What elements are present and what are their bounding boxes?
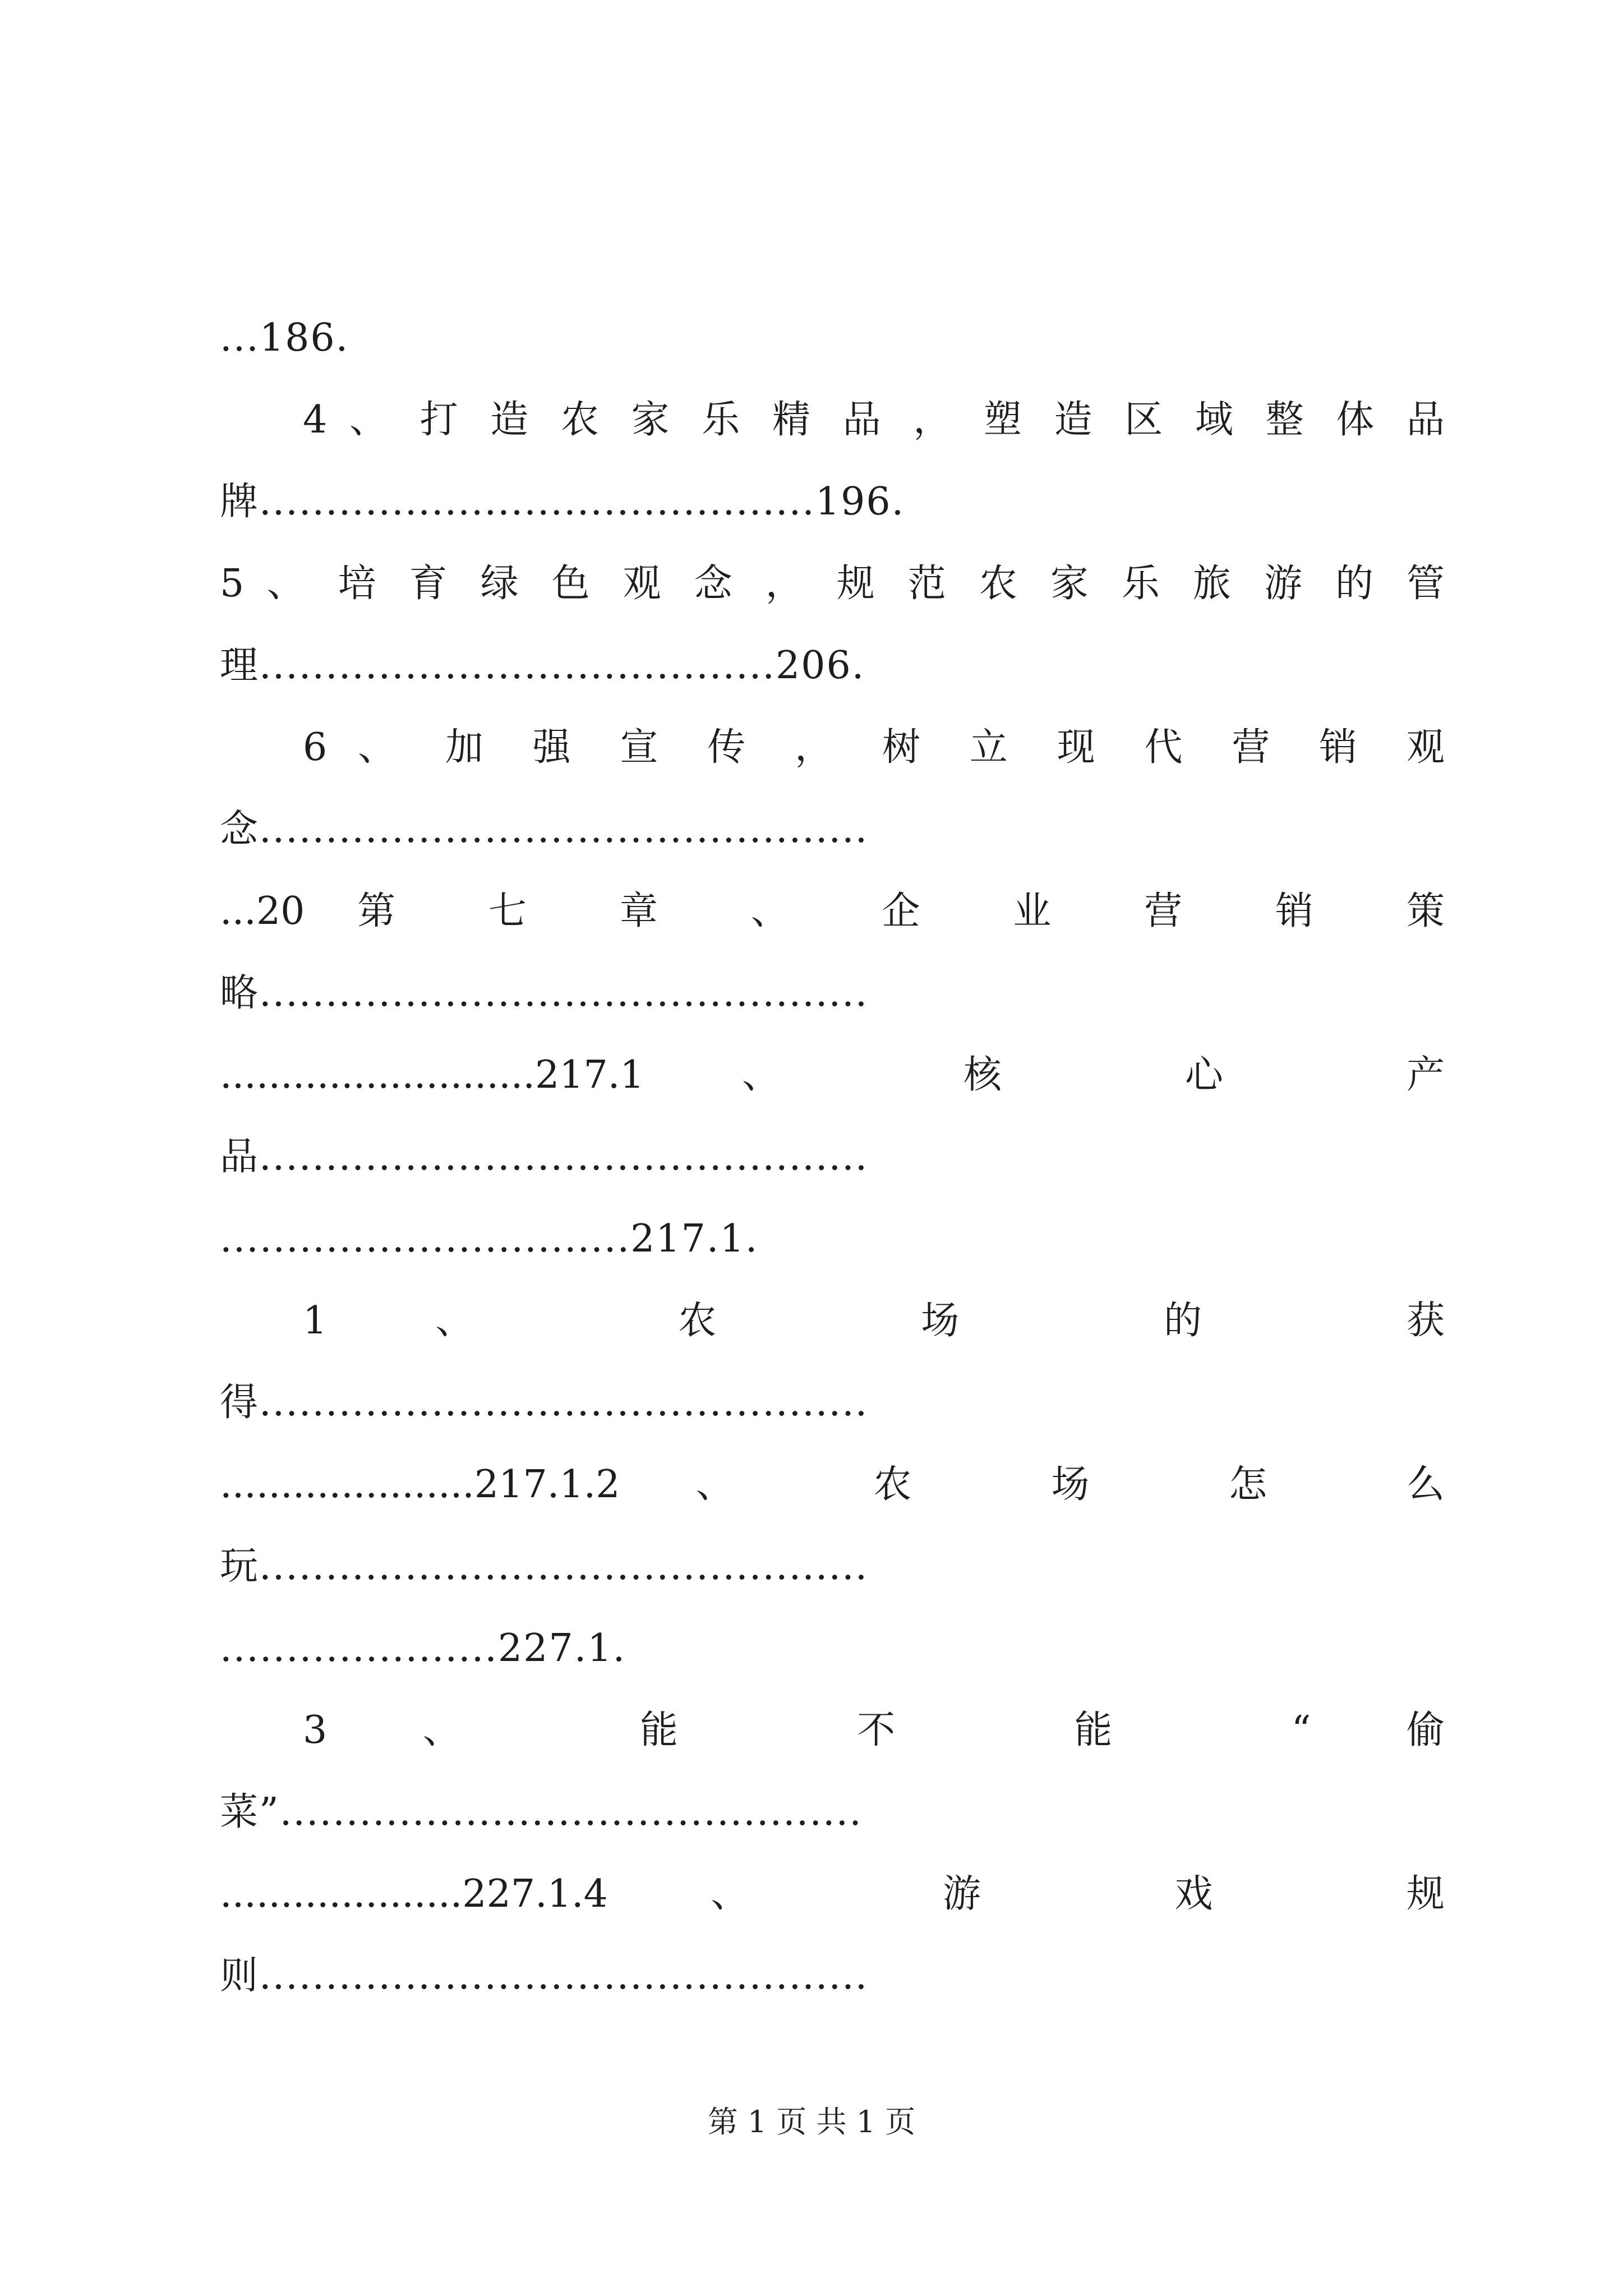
toc-line: .....................217.1.2 、 农 场 怎 么 <box>220 1462 1445 1507</box>
toc-line: 得.............................................. <box>220 1381 869 1425</box>
toc-line: 菜”............................................ <box>220 1790 863 1834</box>
toc-line: ...186. <box>220 316 349 360</box>
toc-line: 玩.............................................. <box>220 1544 869 1589</box>
toc-line: ....................227.1.4 、 游 戏 规 <box>220 1872 1445 1916</box>
toc-line: 理.......................................206. <box>220 643 865 688</box>
toc-line: 则.............................................. <box>220 1954 869 1998</box>
toc-line: ..........................217.1 、 核 心 产 <box>220 1053 1445 1097</box>
toc-line: 念.............................................. <box>220 807 869 852</box>
toc-line: 略.............................................. <box>220 971 869 1015</box>
toc-line: 5 、 培 育 绿 色 观 念 ， 规 范 农 家 乐 旅 游 的 管 <box>220 562 1445 606</box>
toc-line: 6 、 加 强 宣 传 ， 树 立 现 代 营 销 观 <box>303 725 1445 770</box>
toc-line: .....................227.1. <box>220 1626 626 1671</box>
toc-line: ...............................217.1. <box>220 1217 759 1261</box>
toc-line: 1 、 农 场 的 获 <box>303 1299 1445 1343</box>
toc-line: 4 、 打 造 农 家 乐 精 品 ， 塑 造 区 域 整 体 品 <box>303 398 1445 442</box>
toc-line: 3 、 能 不 能 “ 偷 <box>303 1708 1445 1752</box>
toc-line: 品.............................................. <box>220 1135 869 1179</box>
toc-line: 牌..........................................196. <box>220 480 905 524</box>
toc-line: ...20 第 七 章 、 企 业 营 销 策 <box>220 889 1445 933</box>
page-footer: 第 1 页 共 1 页 <box>707 2104 916 2139</box>
